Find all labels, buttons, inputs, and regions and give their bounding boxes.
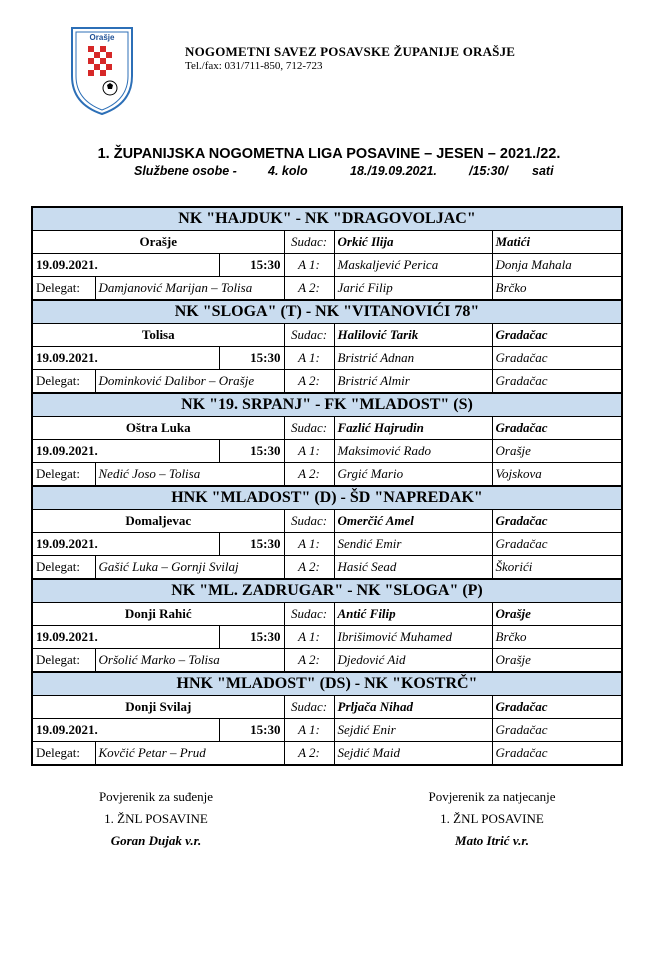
match-date-row	[32, 254, 622, 277]
match-date: 19.09.2021.	[32, 347, 219, 370]
match-date-row	[32, 347, 622, 370]
delegate-label: Delegat:	[32, 370, 95, 394]
assistant2-name: Hasić Sead	[334, 556, 492, 580]
assistant2-name: Jarić Filip	[334, 277, 492, 301]
match-venue: Oštra Luka	[32, 417, 284, 440]
match-venue: Donji Rahić	[32, 603, 284, 626]
referee-city: Matići	[492, 231, 622, 254]
assistant2-city: Gradačac	[492, 370, 622, 394]
assistant1-name: Sejdić Enir	[334, 719, 492, 742]
referee-name: Halilović Tarik	[334, 324, 492, 347]
match-venue-row	[32, 231, 622, 254]
officials-label: Službene osobe -	[134, 164, 237, 178]
referee-city: Orašje	[492, 603, 622, 626]
match-delegate-row	[32, 649, 622, 673]
match-date: 19.09.2021.	[32, 626, 219, 649]
assistant2-label: A 2:	[284, 556, 334, 580]
match-teams: NK "19. SRPANJ" - FK "MLADOST" (S)	[32, 393, 622, 417]
delegate-name: Oršolić Marko – Tolisa	[95, 649, 284, 673]
league-title: 1. ŽUPANIJSKA NOGOMETNA LIGA POSAVINE – JESEN – 2021./22.	[97, 146, 561, 162]
match-venue-row	[32, 603, 622, 626]
match-delegate-row	[32, 556, 622, 580]
federation-logo	[70, 24, 134, 116]
referee-name: Antić Filip	[334, 603, 492, 626]
delegate-label: Delegat:	[32, 463, 95, 487]
delegate-name: Dominković Dalibor – Orašje	[95, 370, 284, 394]
dates-label: 18./19.09.2021.	[350, 164, 437, 178]
signature-left-league: 1. ŽNL POSAVINE	[104, 811, 208, 826]
signature-left-role: Povjerenik za suđenje	[98, 789, 214, 804]
delegate-name: Damjanović Marijan – Tolisa	[95, 277, 284, 301]
match-header-row	[32, 393, 622, 417]
assistant2-label: A 2:	[284, 649, 334, 673]
match-venue: Donji Svilaj	[32, 696, 284, 719]
referee-city: Gradačac	[492, 696, 622, 719]
match-date: 19.09.2021.	[32, 719, 219, 742]
match-time: 15:30	[219, 533, 284, 556]
match-date-row	[32, 719, 622, 742]
referee-label: Sudac:	[284, 603, 334, 626]
delegate-name: Nedić Joso – Tolisa	[95, 463, 284, 487]
match-teams: HNK "MLADOST" (DS) - NK "KOSTRČ"	[32, 672, 622, 696]
match-teams: HNK "MLADOST" (D) - ŠD "NAPREDAK"	[32, 486, 622, 510]
match-date-row	[32, 626, 622, 649]
referee-city: Gradačac	[492, 324, 622, 347]
assistant2-label: A 2:	[284, 463, 334, 487]
match-venue: Tolisa	[32, 324, 284, 347]
match-teams: NK "HAJDUK" - NK "DRAGOVOLJAC"	[32, 207, 622, 231]
delegate-label: Delegat:	[32, 277, 95, 301]
referee-city: Gradačac	[492, 510, 622, 533]
assistant1-name: Maskaljević Perica	[334, 254, 492, 277]
round-label: 4. kolo	[268, 164, 308, 178]
match-time: 15:30	[219, 626, 284, 649]
signature-right-league: 1. ŽNL POSAVINE	[440, 811, 544, 826]
assistant2-city: Brčko	[492, 277, 622, 301]
match-teams: NK "ML. ZADRUGAR" - NK "SLOGA" (P)	[32, 579, 622, 603]
assistant1-label: A 1:	[284, 254, 334, 277]
assistant1-name: Maksimović Rado	[334, 440, 492, 463]
match-venue-row	[32, 324, 622, 347]
signature-right	[372, 786, 612, 852]
match-date: 19.09.2021.	[32, 254, 219, 277]
match-date: 19.09.2021.	[32, 440, 219, 463]
assistant2-name: Bristrić Almir	[334, 370, 492, 394]
match-header-row	[32, 486, 622, 510]
referee-label: Sudac:	[284, 510, 334, 533]
assistant1-name: Sendić Emir	[334, 533, 492, 556]
match-date-row	[32, 440, 622, 463]
referee-name: Omerčić Amel	[334, 510, 492, 533]
delegate-name: Gašić Luka – Gornji Svilaj	[95, 556, 284, 580]
assistant2-city: Škorići	[492, 556, 622, 580]
match-venue-row	[32, 510, 622, 533]
match-delegate-row	[32, 277, 622, 301]
signature-left	[36, 786, 276, 852]
signature-left-name: Goran Dujak v.r.	[110, 833, 202, 848]
match-time: 15:30	[219, 347, 284, 370]
unit-label: sati	[532, 164, 554, 178]
match-venue-row	[32, 696, 622, 719]
officials-schedule-table	[31, 206, 623, 766]
referee-label: Sudac:	[284, 324, 334, 347]
match-delegate-row	[32, 463, 622, 487]
assistant1-city: Orašje	[492, 440, 622, 463]
assistant1-city: Gradačac	[492, 347, 622, 370]
match-header-row	[32, 300, 622, 324]
signature-right-name: Mato Itrić v.r.	[455, 833, 529, 848]
assistant1-city: Gradačac	[492, 533, 622, 556]
assistant2-city: Gradačac	[492, 742, 622, 766]
referee-name: Prljača Nihad	[334, 696, 492, 719]
referee-city: Gradačac	[492, 417, 622, 440]
assistant1-name: Ibrišimović Muhamed	[334, 626, 492, 649]
signature-right-role: Povjerenik za natjecanje	[428, 789, 556, 804]
svg-text:Orašje: Orašje	[89, 33, 115, 42]
match-teams: NK "SLOGA" (T) - NK "VITANOVIĆI 78"	[32, 300, 622, 324]
assistant1-label: A 1:	[284, 440, 334, 463]
match-delegate-row	[32, 370, 622, 394]
assistant1-name: Bristrić Adnan	[334, 347, 492, 370]
delegate-label: Delegat:	[32, 649, 95, 673]
match-venue: Domaljevac	[32, 510, 284, 533]
assistant2-city: Orašje	[492, 649, 622, 673]
referee-name: Fazlić Hajrudin	[334, 417, 492, 440]
match-time: 15:30	[219, 440, 284, 463]
match-delegate-row	[32, 742, 622, 766]
delegate-label: Delegat:	[32, 556, 95, 580]
assistant1-city: Brčko	[492, 626, 622, 649]
assistant2-label: A 2:	[284, 742, 334, 766]
organization-phone: Tel./fax: 031/711-850, 712-723	[185, 60, 323, 72]
assistant2-name: Grgić Mario	[334, 463, 492, 487]
assistant1-label: A 1:	[284, 626, 334, 649]
time-label: /15:30/	[469, 164, 508, 178]
assistant1-label: A 1:	[284, 533, 334, 556]
delegate-name: Kovčić Petar – Prud	[95, 742, 284, 766]
assistant2-city: Vojskova	[492, 463, 622, 487]
assistant1-city: Gradačac	[492, 719, 622, 742]
assistant2-label: A 2:	[284, 370, 334, 394]
match-header-row	[32, 207, 622, 231]
referee-name: Orkić Ilija	[334, 231, 492, 254]
organization-name: NOGOMETNI SAVEZ POSAVSKE ŽUPANIJE ORAŠJE	[185, 44, 516, 59]
assistant2-name: Sejdić Maid	[334, 742, 492, 766]
match-time: 15:30	[219, 719, 284, 742]
match-header-row	[32, 579, 622, 603]
delegate-label: Delegat:	[32, 742, 95, 766]
referee-label: Sudac:	[284, 231, 334, 254]
match-date: 19.09.2021.	[32, 533, 219, 556]
assistant1-city: Donja Mahala	[492, 254, 622, 277]
assistant2-label: A 2:	[284, 277, 334, 301]
match-venue-row	[32, 417, 622, 440]
assistant2-name: Djedović Aid	[334, 649, 492, 673]
match-header-row	[32, 672, 622, 696]
match-time: 15:30	[219, 254, 284, 277]
referee-label: Sudac:	[284, 696, 334, 719]
match-date-row	[32, 533, 622, 556]
assistant1-label: A 1:	[284, 719, 334, 742]
assistant1-label: A 1:	[284, 347, 334, 370]
referee-label: Sudac:	[284, 417, 334, 440]
match-venue: Orašje	[32, 231, 284, 254]
